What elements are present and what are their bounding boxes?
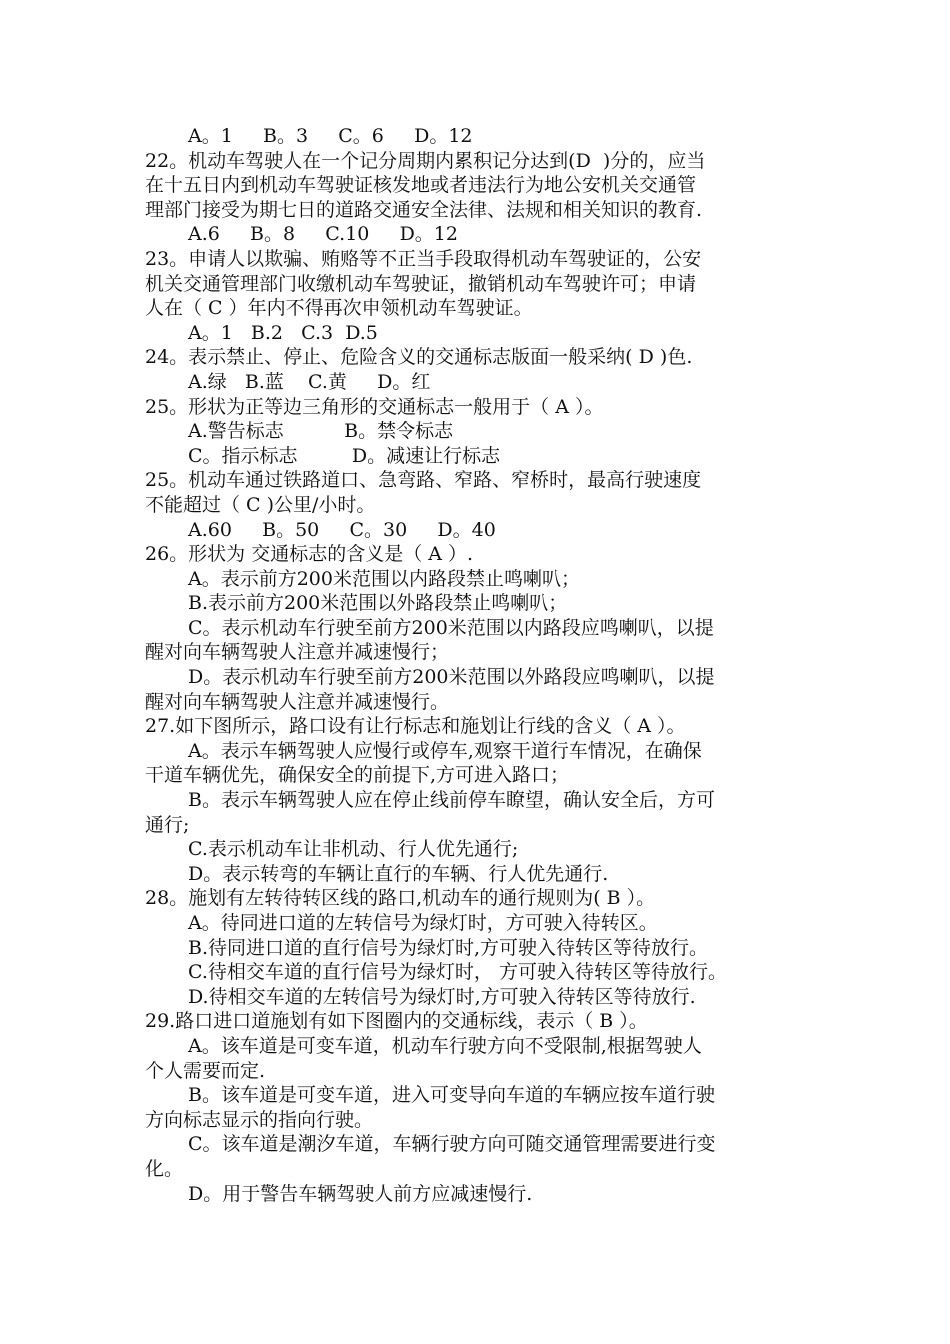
option-line: A。表示前方200米范围以内路段禁止鸣喇叭；: [188, 567, 580, 590]
question-line: 理部门接受为期七日的道路交通安全法律、法规和相关知识的教育.: [145, 198, 703, 221]
option-line: A.绿 B.蓝 C.黄 D。红: [188, 370, 431, 393]
question-line: 醒对向车辆驾驶人注意并减速慢行。: [145, 690, 450, 713]
option-line: C.待相交车道的直行信号为绿灯时， 方可驶入待转区等待放行。: [188, 961, 727, 984]
option-line: A.60 B。50 C。30 D。40: [188, 518, 496, 541]
document-page: [145, 124, 810, 1206]
option-line: B.待同进口道的直行信号为绿灯时,方可驶入待转区等待放行。: [188, 936, 709, 959]
question-line: 机关交通管理部门收缴机动车驾驶证，撤销机动车驾驶许可；申请: [145, 272, 697, 295]
option-line: D.待相交车道的左转信号为绿灯时,方可驶入待转区等待放行.: [188, 985, 696, 1008]
question-line: 25。机动车通过铁路道口、急弯路、窄路、窄桥时，最高行驶速度: [145, 469, 702, 492]
question-line: 化。: [145, 1157, 184, 1180]
option-line: B。表示车辆驾驶人应在停止线前停车瞭望，确认安全后，方可: [188, 789, 715, 812]
option-line: B。该车道是可变车道，进入可变导向车道的车辆应按车道行驶: [188, 1084, 715, 1107]
option-line: D。表示转弯的车辆让直行的车辆、行人优先通行.: [188, 862, 609, 885]
option-line: A。该车道是可变车道，机动车行驶方向不受限制,根据驾驶人: [188, 1034, 702, 1057]
option-line: A。1 B.2 C.3 D.5: [188, 321, 378, 344]
question-line: 醒对向车辆驾驶人注意并减速慢行；: [145, 641, 450, 664]
question-line: 23。申请人以欺骗、贿赂等不正当手段取得机动车驾驶证的，公安: [145, 247, 702, 270]
option-line: C。该车道是潮汐车道，车辆行驶方向可随交通管理需要进行变: [188, 1133, 716, 1156]
option-line: A。1 B。3 C。6 D。12: [188, 125, 473, 147]
option-line: D。用于警告车辆驾驶人前方应减速慢行.: [188, 1182, 533, 1205]
question-line: 通行;: [145, 813, 190, 836]
option-line: B.表示前方200米范围以外路段禁止鸣喇叭；: [188, 592, 568, 615]
option-line: C。指示标志 D。减速让行标志: [188, 444, 501, 467]
question-line: 个人需要而定.: [145, 1059, 266, 1082]
question-line: 22。机动车驾驶人在一个记分周期内累积记分达到(D )分的，应当: [145, 149, 706, 172]
question-line: 25。形状为正等边三角形的交通标志一般用于（ A ）。: [145, 395, 604, 418]
question-line: 干道车辆优先，确保安全的前提下,方可进入路口；: [145, 764, 570, 787]
question-line: 人在（ C ）年内不得再次申领机动车驾驶证。: [145, 297, 533, 320]
option-line: C。表示机动车行驶至前方200米范围以内路段应鸣喇叭，以提: [188, 616, 714, 639]
question-line: 29.路口进口道施划有如下图圈内的交通标线，表示（ B ）。: [145, 1010, 648, 1033]
question-line: 在十五日内到机动车驾驶证核发地或者违法行为地公安机关交通管: [145, 174, 697, 197]
option-line: A.6 B。8 C.10 D。12: [188, 223, 458, 246]
option-line: A.警告标志 B。禁令标志: [188, 420, 454, 443]
option-line: A。待同进口道的左转信号为绿灯时，方可驶入待转区。: [188, 912, 658, 934]
question-line: 26。形状为 交通标志的含义是（ A ）.: [145, 543, 474, 566]
question-line: 24。表示禁止、停止、危险含义的交通标志版面一般采纳( D )色.: [145, 346, 693, 369]
question-line: 27.如下图所示，路口设有让行标志和施划让行线的含义（ A ）。: [145, 715, 686, 738]
option-line: D。表示机动车行驶至前方200米范围以外路段应鸣喇叭，以提: [188, 666, 715, 689]
option-line: C.表示机动车让非机动、行人优先通行;: [188, 838, 519, 861]
question-line: 不能超过（ C )公里/小时。: [145, 493, 376, 516]
question-line: 28。施划有左转待转区线的路口,机动车的通行规则为( B ）。: [145, 887, 656, 910]
option-line: A。表示车辆驾驶人应慢行或停车,观察干道行车情况，在确保: [188, 739, 702, 762]
question-line: 方向标志显示的指向行驶。: [145, 1108, 374, 1131]
